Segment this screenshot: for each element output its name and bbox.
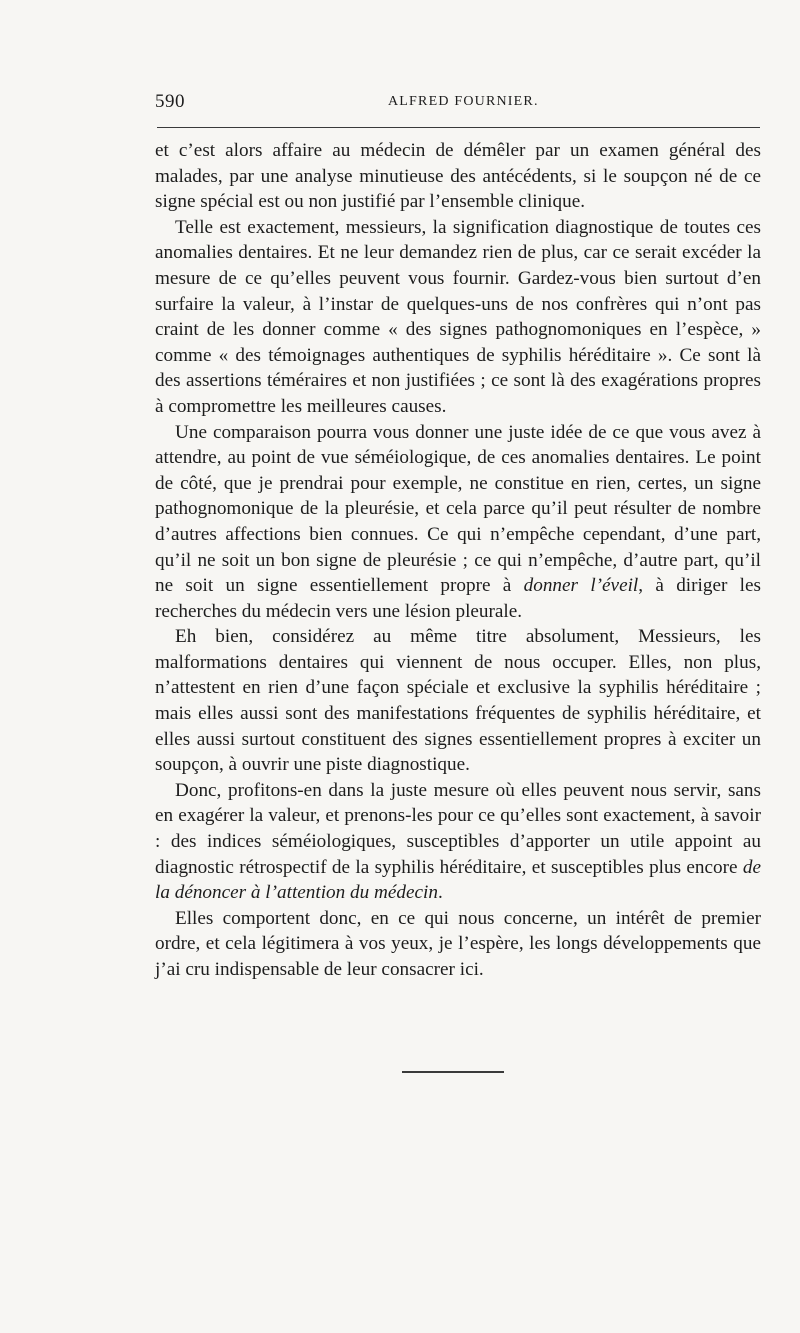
paragraph-2 <box>155 215 761 420</box>
paragraph-text: Telle est exactement, messieurs, la signification diagnostique de toutes ces anomalies dentaires. Et ne leur demandez rien de plus, car ce serait excéder la mesure de ce qu’elles peuvent vous fournir. Gardez-vous bien surtout d’en surfaire la valeur, à l’instar de quelques-uns de nos confrères qui n’ont pas craint de les donner comme « des signes pathognomoniques en l’espèce, » comme « des témoignages authentiques de syphilis héréditaire ». Ce sont là des assertions téméraires et non justifiées ; ce sont là des exagérations propres à compromettre les meilleures causes. <box>155 216 761 417</box>
paragraph-3 <box>155 420 761 625</box>
paragraph-text: . <box>437 882 443 904</box>
header-rule <box>157 127 760 128</box>
body-text <box>155 138 761 983</box>
paragraph-text: et c’est alors affaire au médecin de démêler par un examen général des malades, par une analyse minutieuse des antécédents, si le soupçon né de ce signe spécial est ou non justifié par l’ensemble clinique. <box>155 140 761 213</box>
paragraph-text: Une comparaison pourra vous donner une juste idée de ce que vous avez à attendre, au point de vue séméiologique, de ces anomalies dentaires. Le point de côté, que je prendrai pour exemple, ne constitue en rien, certes, un signe pathognomonique de la pleurésie, et cela parce qu’il peut résulter de nombre d’autres affections bien connues. Ce qui n’empêche cependant, d’une part, qu’il ne soit un bon signe de pleurésie ; ce qui n’empêche, d’autre part, qu’il ne soit un signe essentiellement propre à <box>155 421 761 597</box>
running-head: ALFRED FOURNIER. <box>388 94 539 109</box>
paragraph-6 <box>155 906 761 983</box>
italic-phrase: de la dénoncer à l’attention du médecin <box>155 856 761 904</box>
paragraph-1 <box>155 138 761 215</box>
paragraph-text: Eh bien, considérez au même titre absolument, Messieurs, les malformations dentaires qui viennent de nous occuper. Elles, non plus, n’attestent en rien d’une façon spéciale et exclusive la syphilis héréditaire ; mais elles aussi sont des manifestations fréquentes de syphilis héréditaire, et elles aussi surtout constituent des signes essentiellement propres à exciter un soupçon, à ouvrir une piste diagnostique. <box>155 626 761 776</box>
italic-phrase: donner l’éveil <box>523 575 639 597</box>
page-number: 590 <box>155 91 185 112</box>
paragraph-5 <box>155 778 761 906</box>
paragraph-text: , à diriger les recherches du médecin vers une lésion pleurale. <box>155 575 761 622</box>
paragraph-4 <box>155 624 761 778</box>
end-rule <box>402 1071 504 1073</box>
paragraph-text: Donc, profitons-en dans la juste mesure où elles peuvent nous servir, sans en exagérer la valeur, et prenons-les pour ce qu’elles sont exactement, à savoir : des indices séméiologiques, susceptibles d’apporter un utile appoint au diagnostic rétrospectif de la syphilis héréditaire, et susceptibles plus encore <box>155 779 761 878</box>
paragraph-text: Elles comportent donc, en ce qui nous concerne, un intérêt de premier ordre, et cela légitimera à vos yeux, je l’espère, les longs développements que j’ai cru indispensable de leur consacrer ici. <box>155 907 761 980</box>
